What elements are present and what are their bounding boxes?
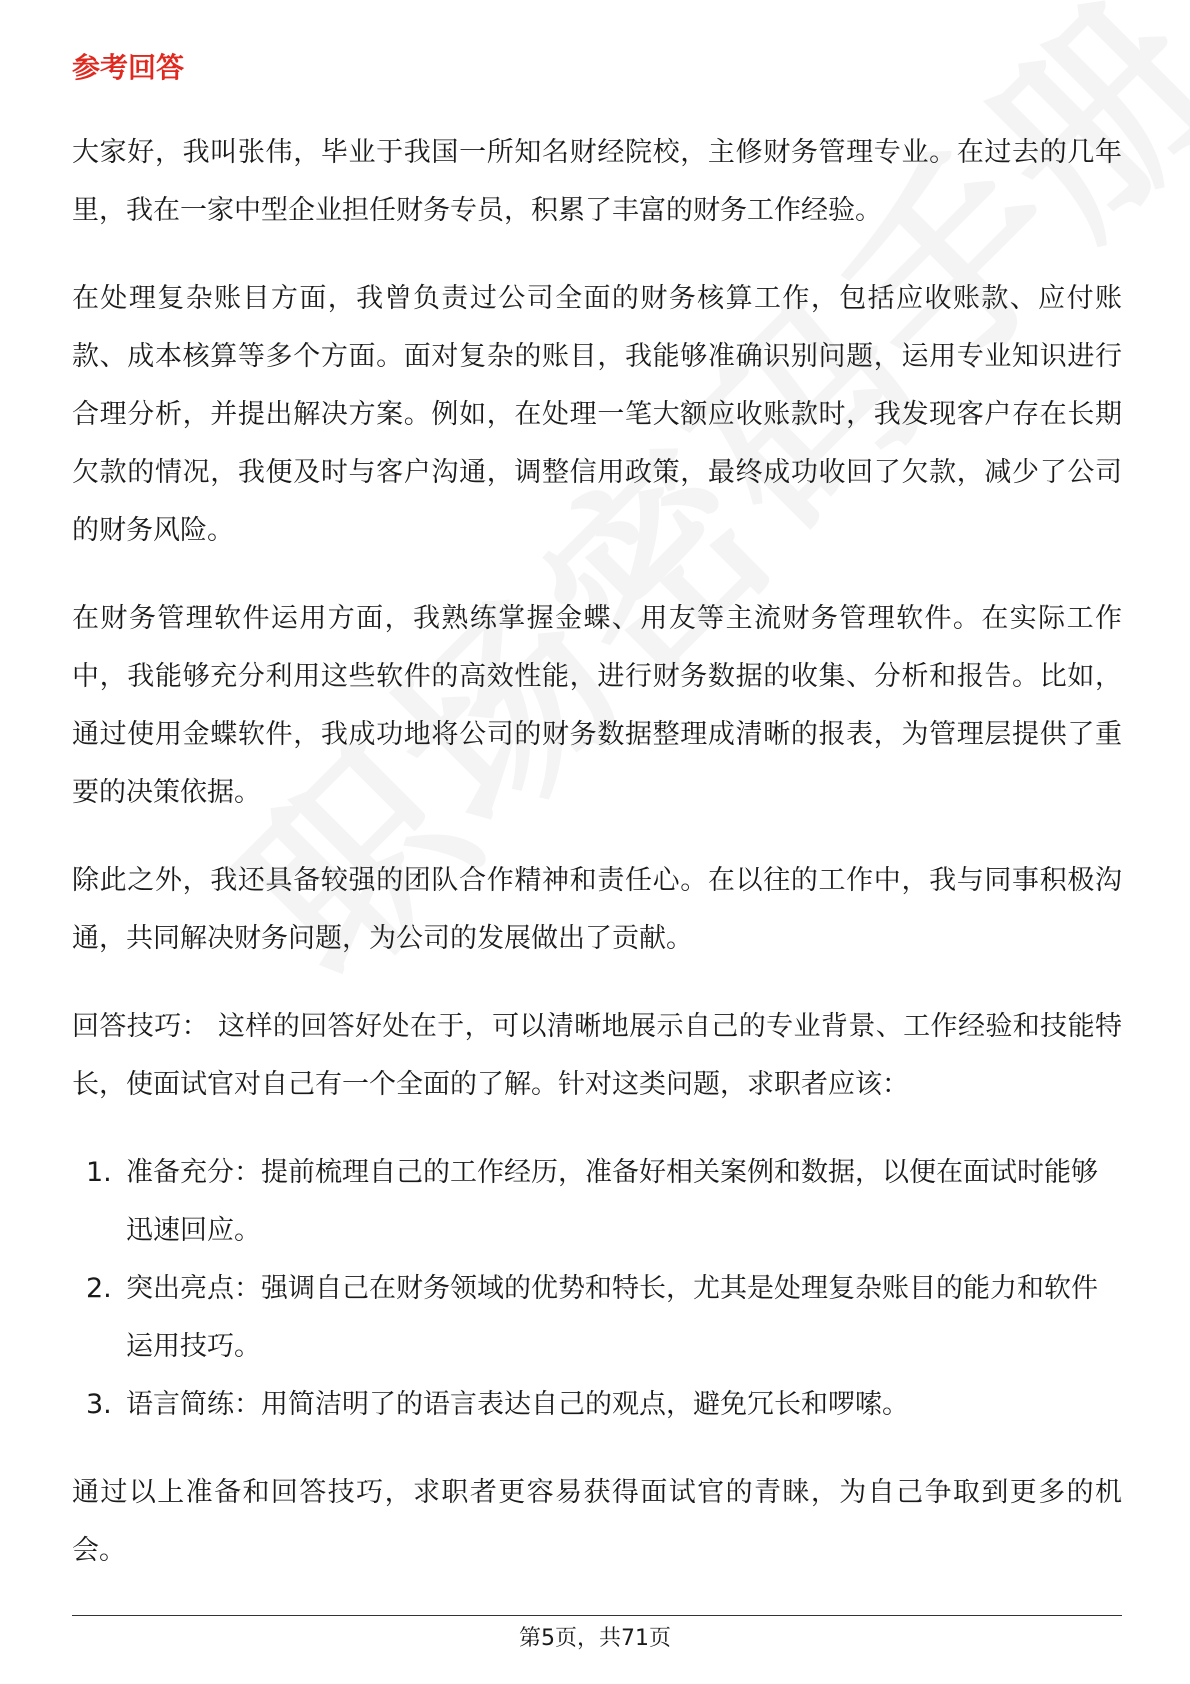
paragraph-intro: 大家好，我叫张伟，毕业于我国一所知名财经院校，主修财务管理专业。在过去的几年里，我在一家中型企业担任财务专员，积累了丰富的财务工作经验。 [72,137,1122,226]
page-content [72,48,1122,1610]
page-number: 第5页，共71页 [519,1626,671,1651]
paragraph-closing: 通过以上准备和回答技巧，求职者更容易获得面试官的青睐，为自己争取到更多的机会。 [72,1477,1122,1566]
paragraph-accounts: 在处理复杂账目方面，我曾负责过公司全面的财务核算工作，包括应收账款、应付账款、成本核算等多个方面。面对复杂的账目，我能够准确识别问题，运用专业知识进行合理分析，并提出解决方案。例如，在处理一笔大额应收账款时，我发现客户存在长期欠款的情况，我便及时与客户沟通，调整信用政策，最终成功收回了欠款，减少了公司的财务风险。 [72,283,1122,546]
list-text: 语言简练：用简洁明了的语言表达自己的观点，避免冗长和啰嗦。 [126,1389,909,1420]
paragraph-tips: 回答技巧： 这样的回答好处在于，可以清晰地展示自己的专业背景、工作经验和技能特长，使面试官对自己有一个全面的了解。针对这类问题，求职者应该： [72,1011,1122,1100]
list-number: 1. [86,1157,112,1188]
paragraph-teamwork: 除此之外，我还具备较强的团队合作精神和责任心。在以往的工作中，我与同事积极沟通，共同解决财务问题，为公司的发展做出了贡献。 [72,865,1122,954]
paragraph-software: 在财务管理软件运用方面，我熟练掌握金蝶、用友等主流财务管理软件。在实际工作中，我能够充分利用这些软件的高效性能，进行财务数据的收集、分析和报告。比如，通过使用金蝶软件，我成功地将公司的财务数据整理成清晰的报表，为管理层提供了重要的决策依据。 [72,603,1122,808]
tips-list [72,1144,1122,1434]
list-item [72,1260,1122,1376]
section-title: 参考回答 [72,51,185,84]
list-number: 2. [86,1273,112,1304]
list-text: 突出亮点：强调自己在财务领域的优势和特长，尤其是处理复杂账目的能力和软件运用技巧。 [126,1273,1098,1362]
list-item [72,1144,1122,1260]
list-item [72,1376,1122,1434]
list-number: 3. [86,1389,112,1420]
footer-divider [72,1615,1122,1616]
list-text: 准备充分：提前梳理自己的工作经历，准备好相关案例和数据，以便在面试时能够迅速回应。 [126,1157,1098,1246]
